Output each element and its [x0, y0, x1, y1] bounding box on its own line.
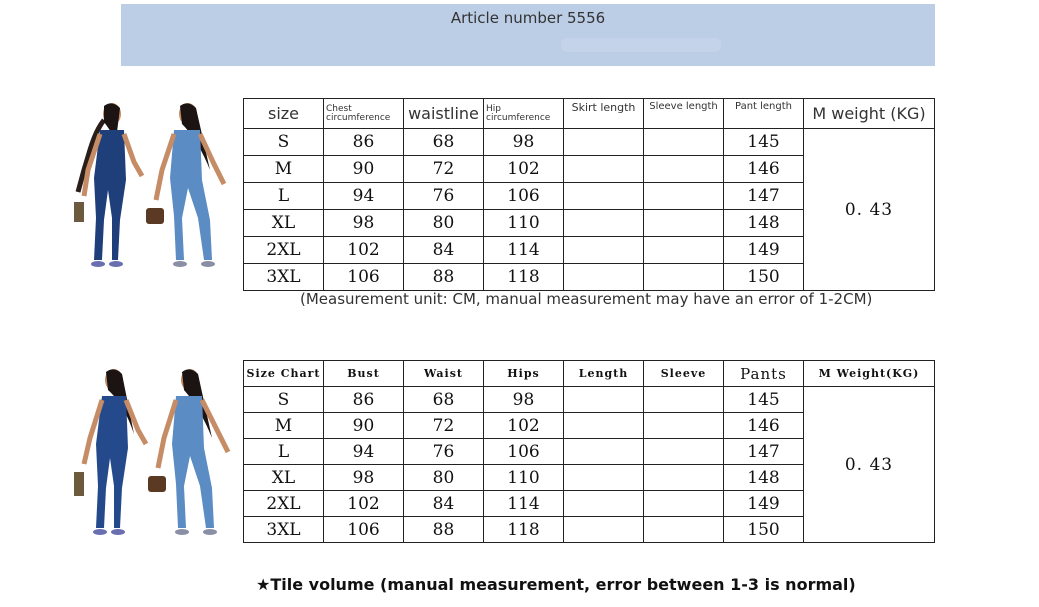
pant-cell: 149: [724, 237, 804, 264]
chest-cell: 94: [324, 183, 404, 210]
hips-cell: 114: [484, 491, 564, 517]
skirt-cell: [564, 210, 644, 237]
sleeve-cell: [644, 237, 724, 264]
waist-cell: 68: [404, 387, 484, 413]
header-cell: Waist: [404, 361, 484, 387]
header-cell: Bust: [324, 361, 404, 387]
length-cell: [564, 517, 644, 543]
header-banner: [121, 4, 935, 66]
waist-cell: 88: [404, 517, 484, 543]
waist-cell: 76: [404, 183, 484, 210]
skirt-cell: [564, 237, 644, 264]
length-cell: [564, 439, 644, 465]
size-cell: M: [244, 413, 324, 439]
pants-cell: 146: [724, 413, 804, 439]
waist-cell: 76: [404, 439, 484, 465]
waist-cell: 72: [404, 156, 484, 183]
hip-cell: 102: [484, 156, 564, 183]
hips-cell: 102: [484, 413, 564, 439]
table-header-row: [244, 361, 935, 387]
length-cell: [564, 413, 644, 439]
pant-cell: 150: [724, 264, 804, 291]
length-cell: [564, 465, 644, 491]
size-cell: 3XL: [244, 264, 324, 291]
product-photo-1: [60, 100, 236, 272]
pants-cell: 150: [724, 517, 804, 543]
header-cell: Length: [564, 361, 644, 387]
hip-cell: 114: [484, 237, 564, 264]
header-cell: Pant length: [724, 99, 804, 129]
header-cell: Sleeve length: [644, 99, 724, 129]
size-chart-table-2: [243, 360, 935, 543]
pants-cell: 147: [724, 439, 804, 465]
waist-cell: 68: [404, 129, 484, 156]
table-header-row: [244, 99, 935, 129]
product-photo-2: [62, 364, 238, 542]
chest-cell: 106: [324, 264, 404, 291]
header-cell: Skirt length: [564, 99, 644, 129]
skirt-cell: [564, 183, 644, 210]
waist-cell: 84: [404, 237, 484, 264]
sleeve-cell: [644, 264, 724, 291]
pant-cell: 145: [724, 129, 804, 156]
bust-cell: 86: [324, 387, 404, 413]
sleeve-cell: [644, 129, 724, 156]
skirt-cell: [564, 129, 644, 156]
weight-cell: 0. 43: [804, 129, 935, 291]
measurement-note: (Measurement unit: CM, manual measurement may have an error of 1-2CM): [300, 290, 873, 308]
footer-note: ★Tile volume (manual measurement, error between 1-3 is normal): [256, 575, 856, 594]
sleeve-cell: [644, 439, 724, 465]
size-cell: 2XL: [244, 237, 324, 264]
blurred-watermark: [561, 38, 721, 52]
size-cell: 3XL: [244, 517, 324, 543]
sleeve-cell: [644, 387, 724, 413]
header-cell: waistline: [404, 99, 484, 129]
header-cell: M Weight(KG): [804, 361, 935, 387]
header-cell: Chest circumference: [324, 99, 404, 129]
length-cell: [564, 491, 644, 517]
chest-cell: 102: [324, 237, 404, 264]
bust-cell: 102: [324, 491, 404, 517]
pants-cell: 148: [724, 465, 804, 491]
waist-cell: 80: [404, 210, 484, 237]
hips-cell: 110: [484, 465, 564, 491]
chest-cell: 98: [324, 210, 404, 237]
hips-cell: 118: [484, 517, 564, 543]
pant-cell: 147: [724, 183, 804, 210]
header-cell: Hip circumference: [484, 99, 564, 129]
table-row: [244, 387, 935, 413]
pant-cell: 146: [724, 156, 804, 183]
size-cell: 2XL: [244, 491, 324, 517]
hip-cell: 106: [484, 183, 564, 210]
size-chart-table-1: [243, 98, 935, 291]
waist-cell: 88: [404, 264, 484, 291]
bust-cell: 106: [324, 517, 404, 543]
sleeve-cell: [644, 183, 724, 210]
size-cell: XL: [244, 210, 324, 237]
chest-cell: 90: [324, 156, 404, 183]
sleeve-cell: [644, 465, 724, 491]
waist-cell: 72: [404, 413, 484, 439]
pant-cell: 148: [724, 210, 804, 237]
waist-cell: 80: [404, 465, 484, 491]
header-cell: Sleeve: [644, 361, 724, 387]
sleeve-cell: [644, 491, 724, 517]
sleeve-cell: [644, 517, 724, 543]
size-cell: XL: [244, 465, 324, 491]
hips-cell: 106: [484, 439, 564, 465]
pants-cell: 149: [724, 491, 804, 517]
sleeve-cell: [644, 210, 724, 237]
header-cell: Pants: [724, 361, 804, 387]
waist-cell: 84: [404, 491, 484, 517]
pants-cell: 145: [724, 387, 804, 413]
bust-cell: 94: [324, 439, 404, 465]
hip-cell: 118: [484, 264, 564, 291]
sleeve-cell: [644, 413, 724, 439]
header-cell: Hips: [484, 361, 564, 387]
size-cell: M: [244, 156, 324, 183]
size-cell: L: [244, 439, 324, 465]
skirt-cell: [564, 156, 644, 183]
size-cell: S: [244, 129, 324, 156]
hips-cell: 98: [484, 387, 564, 413]
header-cell: Size Chart: [244, 361, 324, 387]
size-cell: L: [244, 183, 324, 210]
chest-cell: 86: [324, 129, 404, 156]
weight-cell: 0. 43: [804, 387, 935, 543]
skirt-cell: [564, 264, 644, 291]
sleeve-cell: [644, 156, 724, 183]
header-cell: M weight (KG): [804, 99, 935, 129]
size-cell: S: [244, 387, 324, 413]
bust-cell: 98: [324, 465, 404, 491]
article-title: Article number 5556: [450, 9, 606, 27]
hip-cell: 110: [484, 210, 564, 237]
bust-cell: 90: [324, 413, 404, 439]
hip-cell: 98: [484, 129, 564, 156]
header-cell: size: [244, 99, 324, 129]
table-row: [244, 129, 935, 156]
length-cell: [564, 387, 644, 413]
